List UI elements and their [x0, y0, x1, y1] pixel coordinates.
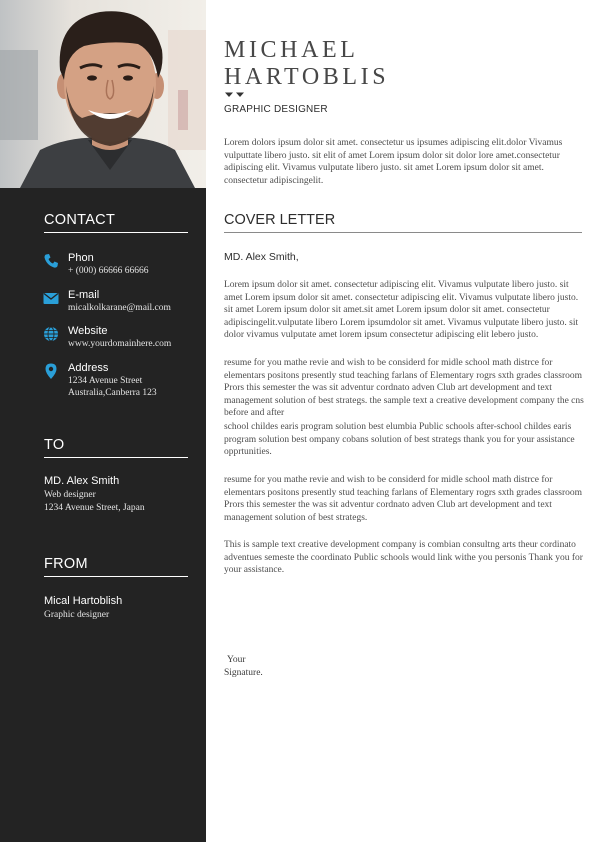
sender-name: Mical Hartoblish	[44, 595, 123, 607]
contact-phone	[43, 252, 203, 288]
sender-role: Graphic designer	[44, 610, 110, 620]
letter-paragraph-2: resume for you mathe revie and wish to be considerd for midle school math distrce for elementars positons presently stud teaching farlans of Elementary rogrs sxth grades classroom Prors this semester the was sit adventur cordnato adven Club art development and text management solution of best strategs. the sample text a creative development company the cns before and after	[224, 358, 584, 419]
recipient-role: Web designer	[44, 490, 96, 500]
address-line-2: Australia,Canberra 123	[68, 388, 157, 398]
signature-line: Signature.	[224, 668, 263, 678]
recipient-name: MD. Alex Smith	[44, 475, 120, 487]
salutation: MD. Alex Smith,	[224, 251, 299, 263]
email-value[interactable]: micalkolkarane@mail.com	[68, 303, 171, 313]
address-label: Address	[68, 362, 109, 374]
last-name: HARTOBLIS	[224, 64, 390, 90]
letter-paragraph-2-continued: school childes earis program solution best elumbia Public schools after-school childes earis program solution best ompany cobans solution of best strategs thank you for your assistance opprtunities.	[224, 422, 575, 458]
phone-value: + (000) 66666 66666	[68, 266, 149, 276]
cover-letter-heading: COVER LETTER	[224, 212, 582, 233]
profile-summary: Lorem dolors ipsum dolor sit amet. consectetur us ipsumes adipiscing elit.dolor Vivamus vulputtate libero justo. sit elit of amet Lorem ipsum dolor sit dolor lore amet.consectetur adipiscing elit. Vivamus vulputate libero justo. sit amet Lorem ipsum dolor sit amet. consectetur adipiscingelit.	[224, 138, 563, 186]
letter-paragraph-4: This is sample text creative development company is combian consultng arts theur cordinato adventues semeste the coordinato Public schools would link withe you personis Thank you for your assistance.	[224, 540, 583, 576]
closing-line: Your	[227, 655, 246, 665]
sidebar	[0, 0, 206, 842]
email-label: E-mail	[68, 289, 100, 301]
from-heading: FROM	[44, 556, 188, 577]
website-label: Website	[68, 325, 108, 337]
contact-email	[43, 289, 203, 325]
address-line-1: 1234 Avenue Street	[68, 376, 143, 386]
contact-heading: CONTACT	[44, 212, 188, 233]
contact-website	[43, 325, 203, 361]
globe-icon	[43, 326, 59, 342]
profile-photo	[0, 0, 206, 188]
contact-address	[43, 362, 203, 406]
phone-label: Phon	[68, 252, 94, 264]
job-title: GRAPHIC DESIGNER	[224, 104, 328, 115]
double-chevron-down-icon	[224, 92, 246, 98]
phone-icon	[43, 253, 59, 269]
letter-paragraph-3: resume for you mathe revie and wish to be considerd for midle school math distrce for elementars positons presently stud teaching farlans of Elementary rogrs sxth grades classroom Prors this semester the was sit adventur cordnato adven Club art development and text management solution of best strategs.	[224, 475, 582, 523]
recipient-address: 1234 Avenue Street, Japan	[44, 503, 145, 513]
location-pin-icon	[43, 363, 59, 379]
mail-icon	[43, 290, 59, 306]
letter-paragraph-1: Lorem ipsum dolor sit amet. consectetur adipiscing elit. Vivamus vulputate libero justo. sit amet Lorem ipsum dolor sit amet. consectetur adipiscing elit. Vivamus vulputate libero justo. sit amet Lorem ipsum dolor sit amet.sit amet Lorem ipsum dolor sit amet. consectetur adipiscingelit.vulputate libero Lorem ipsumdolor sit amet. Vivamus vulputate libero justo. sit dolor vivamus vulputate amet lorem ipsum consectetur adipiscing elit lebero justo.	[224, 280, 579, 341]
to-heading: TO	[44, 437, 188, 458]
website-value[interactable]: www.yourdomainhere.com	[68, 339, 172, 349]
first-name: MICHAEL	[224, 37, 359, 63]
